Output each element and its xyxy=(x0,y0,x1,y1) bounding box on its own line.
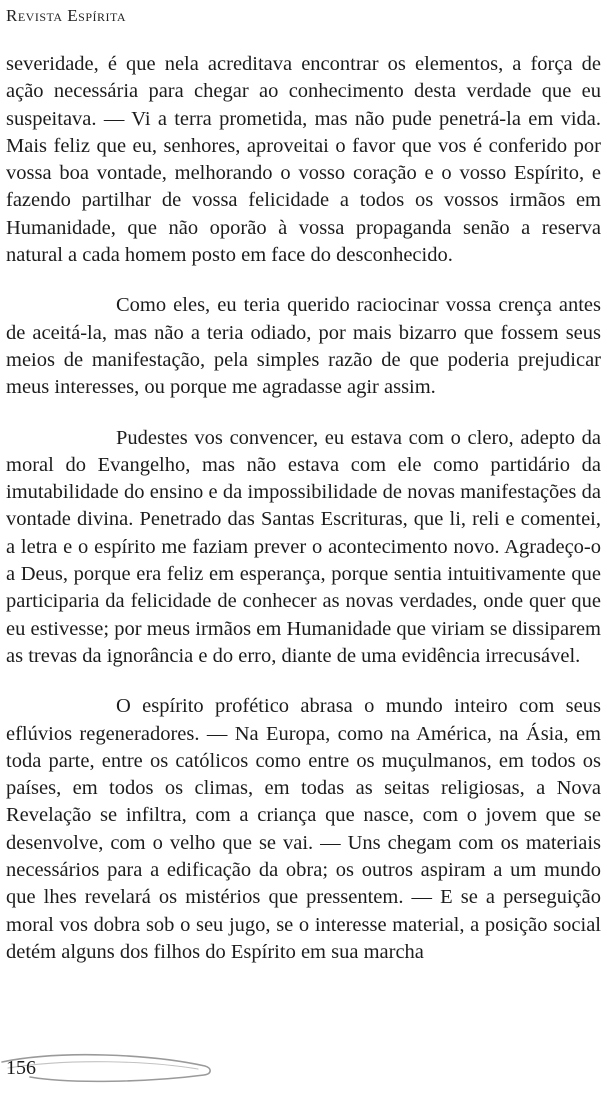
running-header-title: Revista Espírita xyxy=(6,6,127,25)
paragraph-3: Pudestes vos convencer, eu estava com o clero, adepto da moral do Evangelho, mas não estava com ele como partidário da imutabilidade do ensino e da impossibilidade de novas manifestações da vontade divina. Penetrado das Santas Escrituras, que li, reli e comentei, a letra e o espírito me faziam prever o acontecimento novo. Agradeço-o a Deus, porque era feliz em esperança, porque sentia intuitivamente que participaria da felicidade de conhecer as novas verdades, onde quer que eu estivesse; por meus irmãos em Humanidade que viriam se dissiparem as trevas da ignorância e do erro, diante de uma evidência irrecusável. xyxy=(6,426,601,667)
paragraph-4: O espírito profético abrasa o mundo inteiro com seus eflúvios regeneradores. — Na Europa, como na América, na Ásia, em toda parte, entre os católicos como entre os muçulmanos, em todos os países, em todos os climas, em todas as seitas religiosas, a Nova Revelação se infiltra, com a criança que nasce, com o jovem que se desenvolve, com o velho que se vai. — Uns chegam com os materiais necessários para a edificação da obra; os outros aspiram a um mundo que lhes revelará os mistérios que pressentem. — E se a perseguição moral vos dobra sob o seu jugo, se o interesse material, a posição social detém alguns dos filhos do Espírito em sua marcha xyxy=(6,695,601,963)
page-number: 156 xyxy=(6,1057,36,1079)
paragraph-2: Como eles, eu teria querido raciocinar vossa crença antes de aceitá-la, mas não a teria odiado, por mais bizarro que fossem seus meios de manifestação, pela simples razão de que poderia prejudicar meus interesses, ou porque me agradasse agir assim. xyxy=(6,294,601,399)
body-text xyxy=(6,51,601,966)
paragraph-1: severidade, é que nela acreditava encontrar os elementos, a força de ação necessária para chegar ao conhecimento desta verdade que eu suspeitava. — Vi a terra prometida, mas não pude penetrá-la em vida. Mais feliz que eu, senhores, aproveitai o favor que vos é conferido por vossa boa vontade, melhorando o vosso coração e o vosso Espírito, e fazendo partilhar de vossa felicidade a todos os vossos irmãos em Humanidade, que não oporão à vossa propaganda senão a reserva natural a cada homem posto em face do desconhecido. xyxy=(6,53,601,267)
